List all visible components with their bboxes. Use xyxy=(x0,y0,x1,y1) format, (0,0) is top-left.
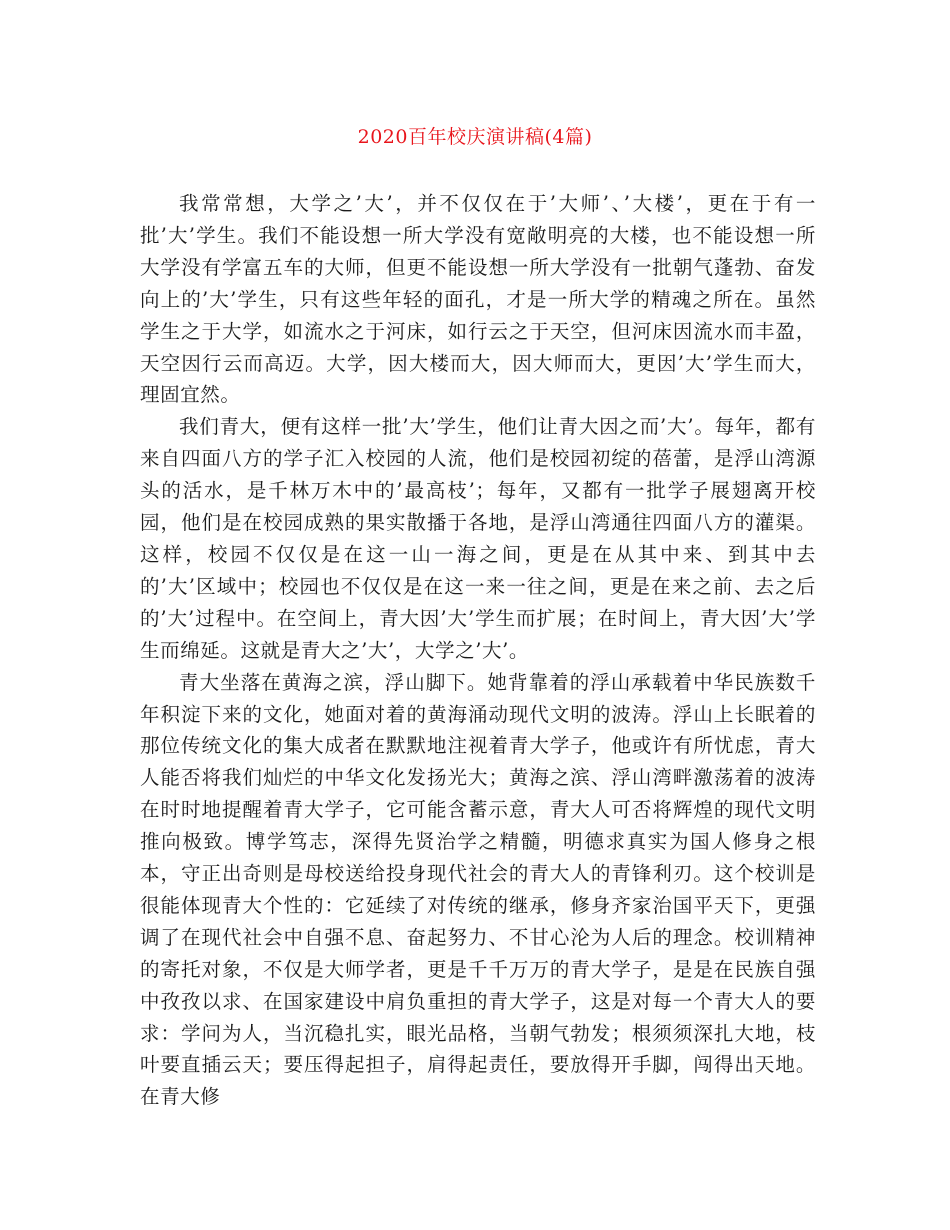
document-body xyxy=(140,188,816,1113)
paragraph-2: 我们青大，便有这样一批’大’学生，他们让青大因之而’大’。每年，都有来自四面八方的学子汇入校园的人流，他们是校园初绽的蓓蕾，是浮山湾源头的活水，是千林万木中的’最高枝’；每年，又都有一批学子展翅离开校园，他们是在校园成熟的果实散播于各地，是浮山湾通往四面八方的灌渠。这样，校园不仅仅是在这一山一海之间，更是在从其中来、到其中去的’大’区域中；校园也不仅仅是在这一来一往之间，更是在来之前、去之后的’大’过程中。在空间上，青大因’大’学生而扩展；在时间上，青大因’大’学生而绵延。这就是青大之’大’，大学之’大’。 xyxy=(140,415,816,662)
document-title: 2020百年校庆演讲稿(4篇) xyxy=(357,126,593,148)
paragraph-1: 我常常想，大学之’大’，并不仅仅在于’大师’、’大楼’，更在于有一批’大’学生。我们不能设想一所大学没有宽敞明亮的大楼，也不能设想一所大学没有学富五车的大师，但更不能设想一所大学没有一批朝气蓬勃、奋发向上的’大’学生，只有这些年轻的面孔，才是一所大学的精魂之所在。虽然学生之于大学，如流水之于河床，如行云之于天空，但河床因流水而丰盈，天空因行云而高迈。大学，因大楼而大，因大师而大，更因’大’学生而大，理固宜然。 xyxy=(140,192,816,407)
paragraph-3: 青大坐落在黄海之滨，浮山脚下。她背靠着的浮山承载着中华民族数千年积淀下来的文化，她面对着的黄海涌动现代文明的波涛。浮山上长眠着的那位传统文化的集大成者在默默地注视着青大学子，他或许有所忧虑，青大人能否将我们灿烂的中华文化发扬光大；黄海之滨、浮山湾畔激荡着的波涛在时时地提醒着青大学子，它可能含蓄示意，青大人可否将辉煌的现代文明推向极致。博学笃志，深得先贤治学之精髓，明德求真实为国人修身之根本，守正出奇则是母校送给投身现代社会的青大人的青锋利刃。这个校训是很能体现青大个性的：它延续了对传统的继承，修身齐家治国平天下，更强调了在现代社会中自强不息、奋起努力、不甘心沦为人后的理念。校训精神的寄托对象，不仅是大师学者，更是千千万万的青大学子，是是在民族自强中孜孜以求、在国家建设中肩负重担的青大学子，这是对每一个青大人的要求：学问为人，当沉稳扎实，眼光品格，当朝气勃发；根须须深扎大地，枝叶要直插云天；要压得起担子，肩得起责任，要放得开手脚，闯得出天地。在青大修 xyxy=(140,670,816,1109)
